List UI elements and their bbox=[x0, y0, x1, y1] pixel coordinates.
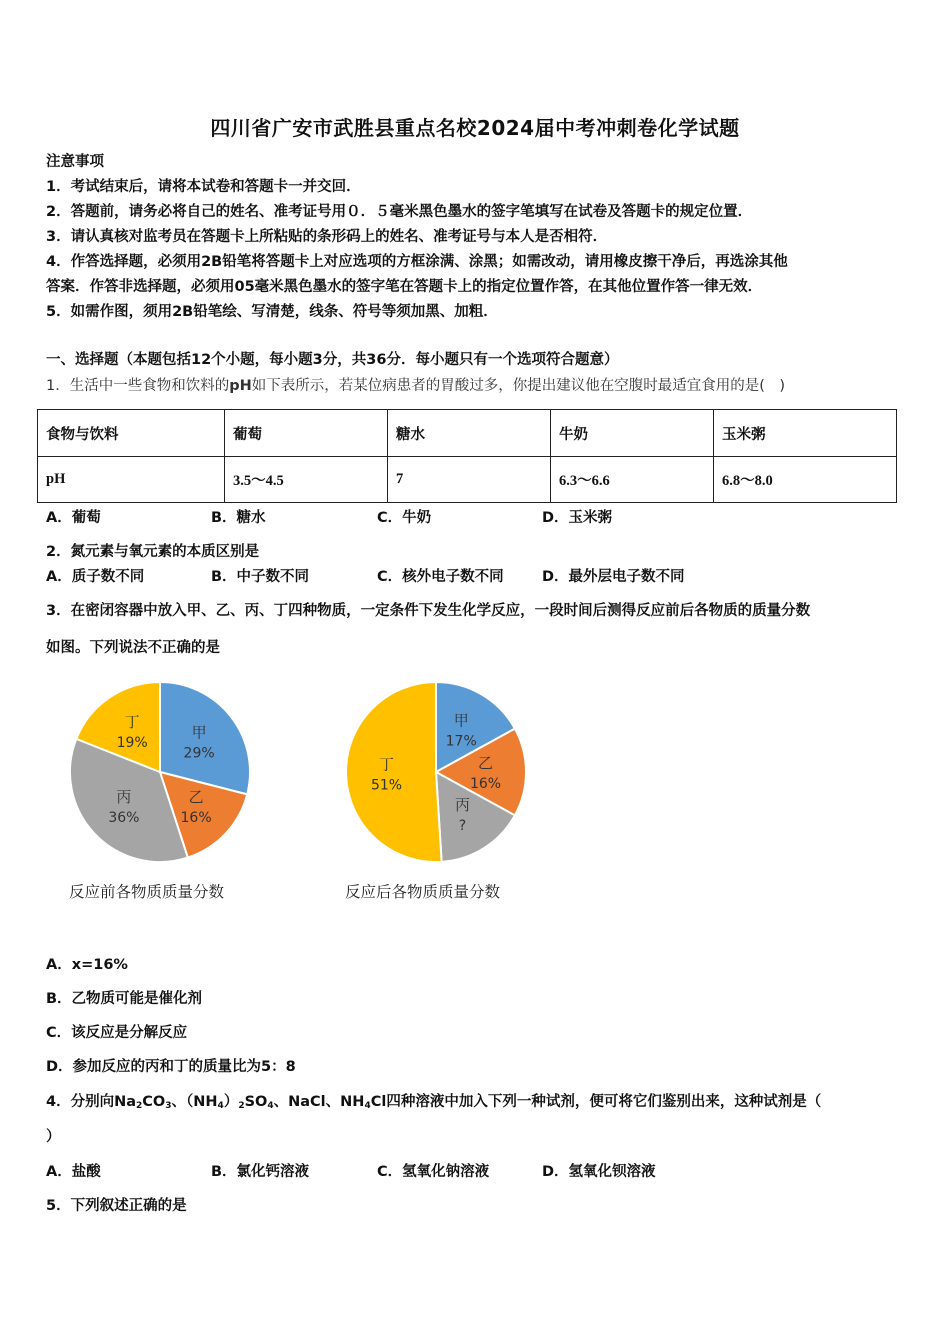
q2-option-a: A．质子数不同 bbox=[46, 569, 145, 585]
pie-slice-name: 乙 bbox=[188, 787, 204, 806]
q1-text-a: 1．生活中一些食物和饮料的 bbox=[46, 378, 230, 394]
q2-option-d: D．最外层电子数不同 bbox=[542, 569, 685, 585]
pie-slice-label: 51% bbox=[370, 777, 403, 794]
question-3-text-line2: 如图。下列说法不正确的是 bbox=[46, 640, 220, 656]
q4-formula-part: SO bbox=[244, 1094, 268, 1110]
question-5-text: 5．下列叙述正确的是 bbox=[46, 1198, 187, 1214]
q4-option-a: A．盐酸 bbox=[46, 1164, 101, 1180]
q3-option-c: C．该反应是分解反应 bbox=[46, 1025, 188, 1041]
table-cell: 6.3～6.6 bbox=[551, 457, 714, 503]
notice-item-1: 1．考试结束后，请将本试卷和答题卡一并交回． bbox=[46, 179, 361, 195]
q4-formula-sub: 4 bbox=[364, 1101, 371, 1111]
table-header-cell: 玉米粥 bbox=[714, 410, 897, 457]
pie-slice-label: 19% bbox=[116, 735, 148, 752]
pie-slice-name: 甲 bbox=[191, 723, 207, 742]
q4-text-b: Cl四种溶液中加入下列一种试剂，便可将它们鉴别出来，这种试剂是（ bbox=[370, 1094, 822, 1110]
q4-formula-sub: 2 bbox=[238, 1101, 245, 1111]
q4-option-c: C．氢氧化钠溶液 bbox=[377, 1164, 490, 1180]
q4-formula-sub: 3 bbox=[165, 1101, 172, 1111]
q1-option-c: C．牛奶 bbox=[377, 510, 432, 526]
q4-formula-part: CO bbox=[142, 1094, 166, 1110]
table-cell: 6.8～8.0 bbox=[714, 457, 897, 503]
notice-item-5: 5．如需作图，须用2B铅笔绘、写清楚，线条、符号等须加黑、加粗． bbox=[46, 304, 498, 320]
page-title: 四川省广安市武胜县重点名校2024届中考冲刺卷化学试题 bbox=[210, 116, 740, 140]
table-cell: 3.5～4.5 bbox=[225, 457, 388, 503]
q4-formula-sub: 4 bbox=[267, 1101, 274, 1111]
pie-slice-label: 16% bbox=[469, 776, 502, 792]
table-header-cell: 糖水 bbox=[388, 410, 551, 457]
question-4-text-line2: ） bbox=[46, 1129, 61, 1145]
notice-item-4: 4．作答选择题，必须用2B铅笔将答题卡上对应选项的方框涂满、涂黑；如需改动，请用橡皮擦干净后，再选涂其他 bbox=[46, 254, 788, 270]
question-4-text-line1 bbox=[46, 1092, 821, 1116]
pie-chart-before bbox=[60, 672, 260, 872]
table-header-row bbox=[38, 410, 897, 457]
q3-option-b: B．乙物质可能是催化剂 bbox=[46, 991, 203, 1007]
pie-chart-after bbox=[336, 672, 536, 872]
q4-option-b: B．氯化钙溶液 bbox=[211, 1164, 310, 1180]
q4-formula-part: ） bbox=[223, 1094, 239, 1110]
table-cell: 7 bbox=[388, 457, 551, 503]
pie-before-title: 反应前各物质质量分数 bbox=[69, 883, 225, 901]
q4-text-a: 4．分别向 bbox=[46, 1094, 115, 1110]
table-row-label: pH bbox=[38, 457, 225, 503]
pie-slice-name: 丁 bbox=[124, 713, 140, 732]
ph-table bbox=[37, 409, 897, 503]
q1-option-d: D．玉米粥 bbox=[542, 510, 613, 526]
q3-option-d: D．参加反应的丙和丁的质量比为5：8 bbox=[46, 1059, 296, 1075]
q4-option-d: D．氢氧化钡溶液 bbox=[542, 1164, 656, 1180]
notice-heading: 注意事项 bbox=[46, 154, 104, 170]
pie-slice-name: 丙 bbox=[116, 787, 132, 806]
pie-slice-name: 甲 bbox=[453, 711, 469, 730]
notice-item-2: 2．答题前，请务必将自己的姓名、准考证号用０．５毫米黑色墨水的签字笔填写在试卷及答题卡的规定位置． bbox=[46, 204, 753, 220]
section-heading: 一、选择题（本题包括12个小题，每小题3分，共36分．每小题只有一个选项符合题意） bbox=[46, 352, 619, 368]
question-3-text-line1: 3．在密闭容器中放入甲、乙、丙、丁四种物质，一定条件下发生化学反应，一段时间后测得反应前后各物质的质量分数 bbox=[46, 603, 811, 619]
table-row bbox=[38, 457, 897, 503]
question-2-text: 2．氮元素与氧元素的本质区别是 bbox=[46, 544, 260, 560]
notice-item-3: 3．请认真核对监考员在答题卡上所粘贴的条形码上的姓名、准考证号与本人是否相符． bbox=[46, 229, 608, 245]
q1-option-a: A．葡萄 bbox=[46, 510, 101, 526]
q4-formula-sub: 2 bbox=[136, 1101, 143, 1111]
q1-option-b: B．糖水 bbox=[211, 510, 266, 526]
pie-slice-label: ? bbox=[458, 817, 467, 834]
pie-slice-label: 16% bbox=[180, 809, 212, 826]
pie-slice-name: 丙 bbox=[455, 795, 471, 814]
question-1-text bbox=[46, 376, 785, 396]
q1-text-b: 如下表所示，若某位病患者的胃酸过多，你提出建议他在空腹时最适宜食用的是( ) bbox=[251, 378, 786, 394]
pie-slice-label: 36% bbox=[108, 809, 140, 826]
q4-formula-part: 、（NH bbox=[171, 1094, 218, 1110]
q4-formula-part: Na bbox=[114, 1094, 137, 1110]
pie-slice-name: 丁 bbox=[379, 755, 395, 774]
q2-option-b: B．中子数不同 bbox=[211, 569, 310, 585]
table-header-cell: 牛奶 bbox=[551, 410, 714, 457]
table-header-cell: 食物与饮料 bbox=[38, 410, 225, 457]
q3-option-a: A．x=16% bbox=[46, 957, 128, 973]
pie-slice-label: 17% bbox=[445, 733, 477, 750]
notice-item-4-cont: 答案．作答非选择题，必须用05毫米黑色墨水的签字笔在答题卡上的指定位置作答，在其他位置作答一律无效． bbox=[46, 279, 763, 295]
pie-slice-name: 乙 bbox=[477, 754, 494, 772]
q4-formula-part: 、NaCl、NH bbox=[273, 1094, 365, 1110]
q4-formula-sub: 4 bbox=[217, 1101, 224, 1111]
pie-slice-label: 29% bbox=[183, 745, 215, 762]
q2-option-c: C．核外电子数不同 bbox=[377, 569, 504, 585]
q1-text-ph: pH bbox=[229, 378, 252, 394]
pie-after-title: 反应后各物质质量分数 bbox=[345, 883, 501, 901]
table-header-cell: 葡萄 bbox=[225, 410, 388, 457]
